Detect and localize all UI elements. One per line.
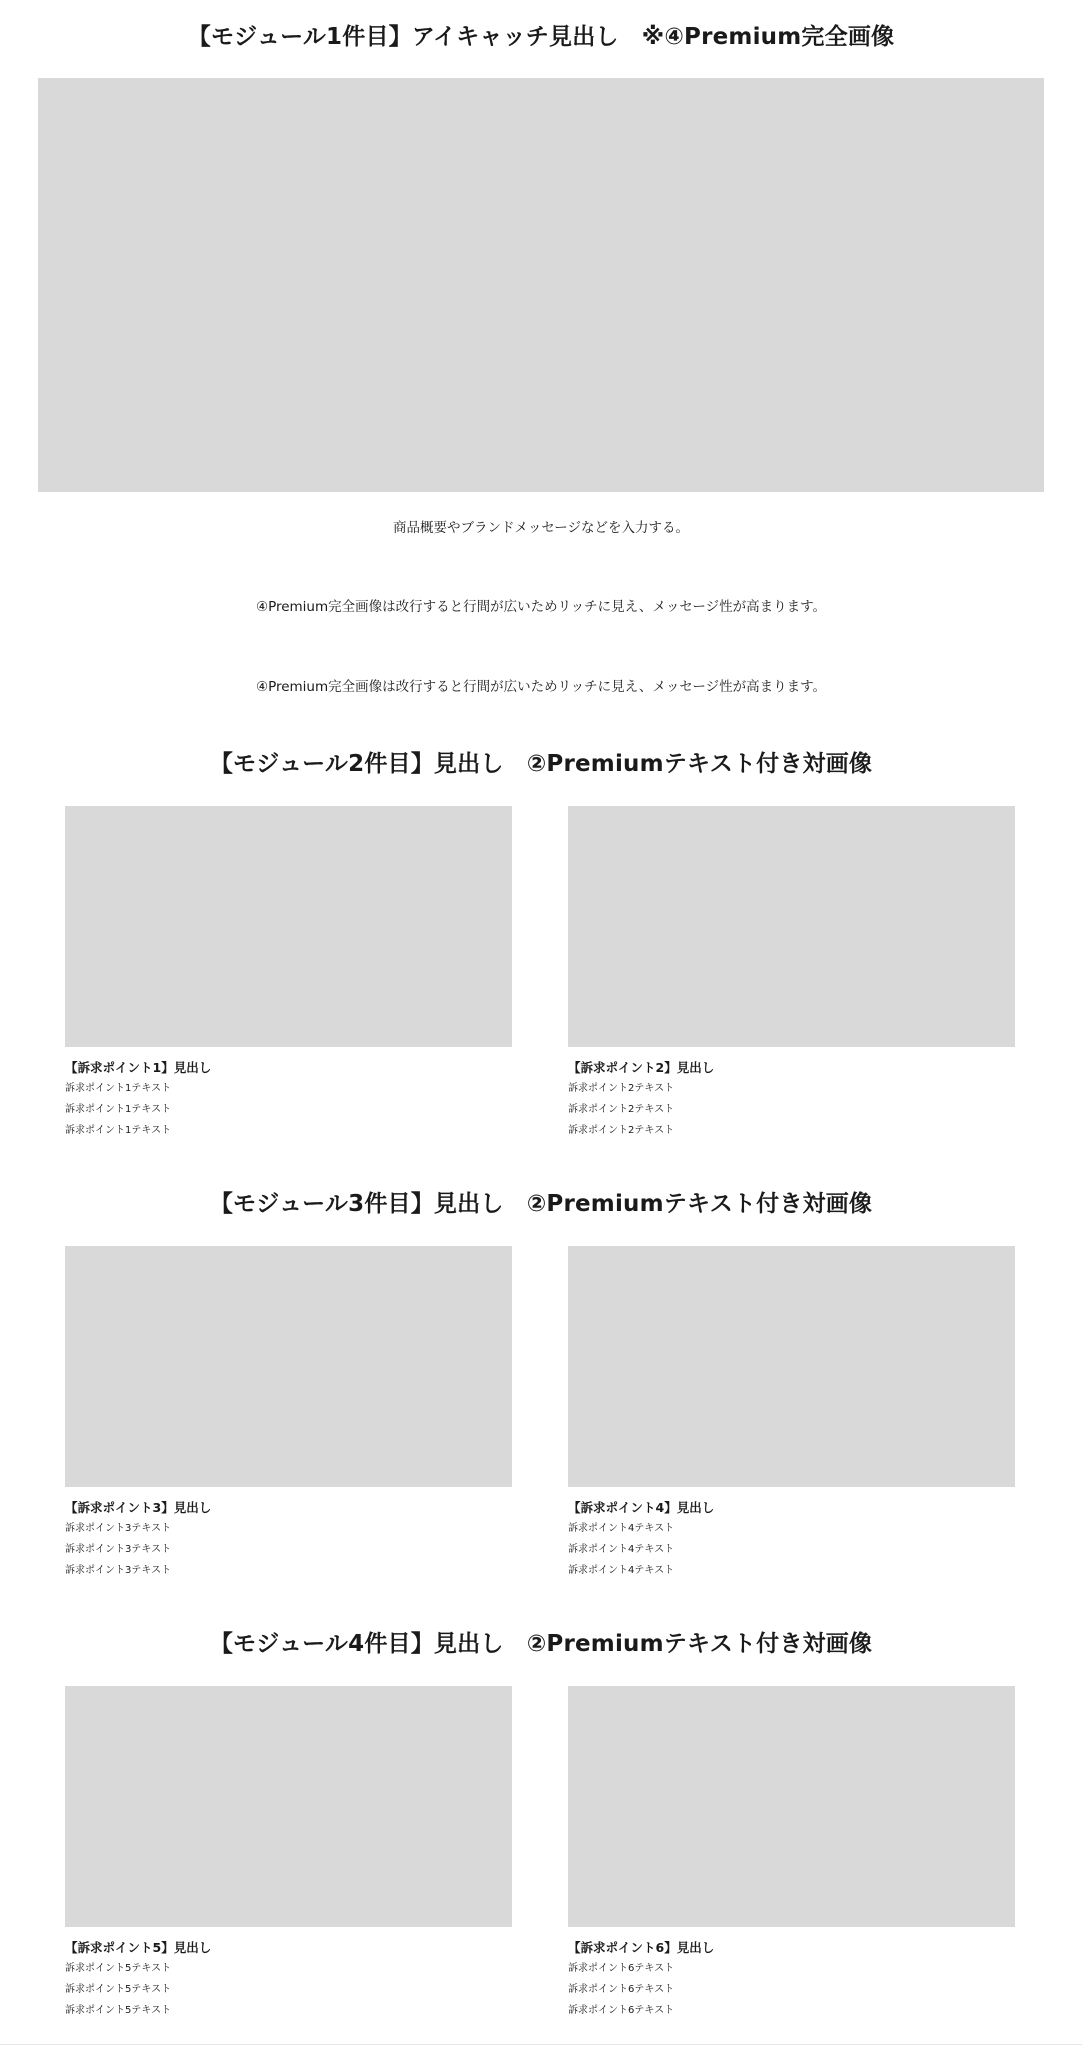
card-image-placeholder bbox=[65, 806, 512, 1047]
card-image-placeholder bbox=[568, 1686, 1015, 1927]
module-2-title: 【モジュール2件目】見出し ②Premiumテキスト付き対画像 bbox=[209, 751, 873, 777]
card-text: 訴求ポイント2テキスト bbox=[568, 1104, 675, 1115]
module-1-paragraph: ④Premium完全画像は改行すると行間が広いためリッチに見え、メッセージ性が高まります。 bbox=[255, 679, 827, 695]
card-heading: 【訴求ポイント2】見出し bbox=[568, 1060, 715, 1075]
card-text: 訴求ポイント3テキスト bbox=[65, 1544, 172, 1555]
card-text: 訴求ポイント5テキスト bbox=[65, 1984, 172, 1995]
card-text: 訴求ポイント3テキスト bbox=[65, 1523, 172, 1534]
card-text: 訴求ポイント4テキスト bbox=[568, 1523, 675, 1534]
card-text: 訴求ポイント4テキスト bbox=[568, 1565, 675, 1576]
card-text: 訴求ポイント6テキスト bbox=[568, 1984, 675, 1995]
card-heading: 【訴求ポイント3】見出し bbox=[65, 1500, 212, 1515]
card-text: 訴求ポイント4テキスト bbox=[568, 1544, 675, 1555]
card-text: 訴求ポイント2テキスト bbox=[568, 1083, 675, 1094]
card-text: 訴求ポイント6テキスト bbox=[568, 1963, 675, 1974]
card-image-placeholder bbox=[65, 1686, 512, 1927]
bottom-divider bbox=[0, 2044, 1082, 2045]
card-image-placeholder bbox=[65, 1246, 512, 1487]
card-image-placeholder bbox=[568, 1246, 1015, 1487]
module-1-title: 【モジュール1件目】アイキャッチ見出し ※④Premium完全画像 bbox=[187, 24, 895, 50]
card-heading: 【訴求ポイント5】見出し bbox=[65, 1940, 212, 1955]
module-3-title: 【モジュール3件目】見出し ②Premiumテキスト付き対画像 bbox=[209, 1191, 873, 1217]
card-text: 訴求ポイント6テキスト bbox=[568, 2005, 675, 2016]
card-text: 訴求ポイント1テキスト bbox=[65, 1125, 172, 1136]
card-text: 訴求ポイント1テキスト bbox=[65, 1104, 172, 1115]
card-heading: 【訴求ポイント6】見出し bbox=[568, 1940, 715, 1955]
card-text: 訴求ポイント2テキスト bbox=[568, 1125, 675, 1136]
module-1-paragraph: 商品概要やブランドメッセージなどを入力する。 bbox=[392, 520, 690, 536]
card-image-placeholder bbox=[568, 806, 1015, 1047]
card-text: 訴求ポイント1テキスト bbox=[65, 1083, 172, 1094]
card-text: 訴求ポイント5テキスト bbox=[65, 1963, 172, 1974]
module-1-paragraph: ④Premium完全画像は改行すると行間が広いためリッチに見え、メッセージ性が高まります。 bbox=[255, 599, 827, 615]
module-4-title: 【モジュール4件目】見出し ②Premiumテキスト付き対画像 bbox=[209, 1631, 873, 1657]
card-text: 訴求ポイント5テキスト bbox=[65, 2005, 172, 2016]
hero-image-placeholder bbox=[38, 78, 1044, 492]
card-heading: 【訴求ポイント1】見出し bbox=[65, 1060, 212, 1075]
card-heading: 【訴求ポイント4】見出し bbox=[568, 1500, 715, 1515]
card-text: 訴求ポイント3テキスト bbox=[65, 1565, 172, 1576]
